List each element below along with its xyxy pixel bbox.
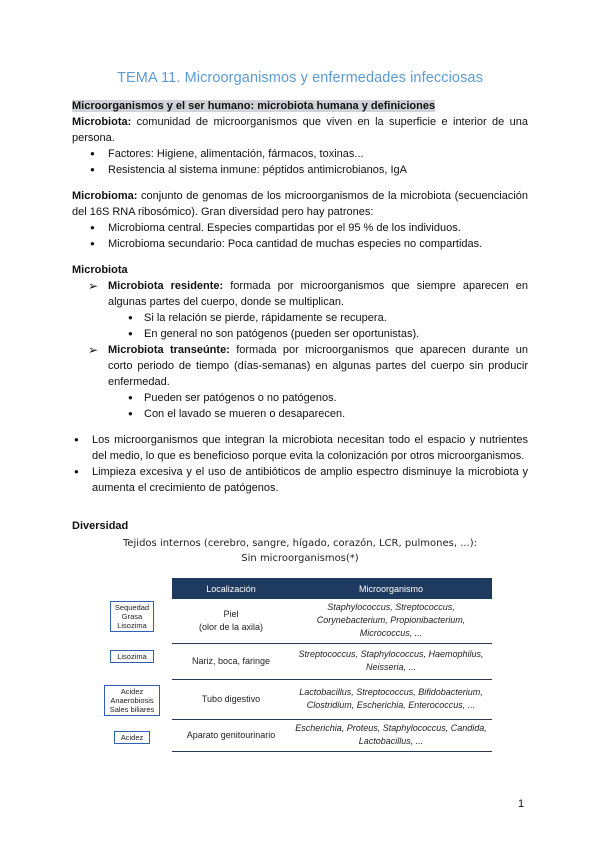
page-title: TEMA 11. Microorganismos y enfermedades infecciosas bbox=[117, 70, 483, 86]
table-cell-location: Tubo digestivo bbox=[172, 679, 290, 719]
list-item: ● Resistencia al sistema inmune: péptidos antimicrobianos, IgA bbox=[90, 162, 528, 178]
table-cell-organism: Escherichia, Proteus, Staphylococcus, Candida, Lactobacillus, ... bbox=[290, 719, 492, 751]
list-item: ● Microbioma central. Especies compartidas por el 95 % de los individuos. bbox=[90, 220, 528, 236]
figure-caption-line2: Sin microorganismos(*) bbox=[241, 553, 359, 564]
table-row bbox=[172, 719, 492, 751]
list-item: ● Con el lavado se mueren o desaparecen. bbox=[128, 406, 528, 422]
diversity-table bbox=[172, 578, 492, 752]
table-cell-location: Nariz, boca, faringe bbox=[172, 643, 290, 679]
list-item: ● Si la relación se pierde, rápidamente se recupera. bbox=[128, 310, 528, 326]
transeunte-list bbox=[128, 390, 528, 422]
figure-caption-line1: Tejidos internos (cerebro, sangre, hígado, corazón, LCR, pulmones, ...): bbox=[122, 538, 478, 549]
list-item: ● Factores: Higiene, alimentación, fármacos, toxinas... bbox=[90, 146, 528, 162]
microbiota-factors-list bbox=[90, 146, 528, 178]
table-row bbox=[172, 679, 492, 719]
transeunte-item: ➢ Microbiota transeúnte: formada por microorganismos que aparecen durante un corto periodo de tiempo (días-semanas) en algunas partes del cuerpo sin producir enfermedad. bbox=[88, 342, 528, 390]
table-row bbox=[172, 599, 492, 643]
table-header-organism: Microorganismo bbox=[290, 578, 492, 599]
table-cell-location: Aparato genitourinario bbox=[172, 719, 290, 751]
defense-box-genitourinary: Acidez bbox=[114, 731, 150, 744]
microbioma-definition: Microbioma: conjunto de genomas de los microorganismos de la microbiota (secuenciación del 16S RNA ribosómico). Gran diversidad pero hay patrones: bbox=[72, 190, 528, 218]
table-cell-organism: Staphylococcus, Streptococcus, Corynebacterium, Propionibacterium, Micrococcus, ... bbox=[290, 599, 492, 643]
section-heading: Microorganismos y el ser humano: microbiota humana y definiciones bbox=[72, 100, 436, 112]
table-row bbox=[172, 643, 492, 679]
defense-box-nose: Lisozima bbox=[110, 650, 154, 663]
list-item: ● Limpieza excesiva y el uso de antibióticos de amplio espectro disminuye la microbiota y aumenta el crecimiento de patógenos. bbox=[76, 464, 528, 496]
table-cell-organism: Streptococcus, Staphylococcus, Haemophilus, Neisseria, ... bbox=[290, 643, 492, 679]
list-item: ● Los microorganismos que integran la microbiota necesitan todo el espacio y nutrientes del medio, lo que es beneficioso porque evita la colonización por otros microorganismos. bbox=[76, 432, 528, 464]
microbiota-heading: Microbiota bbox=[72, 264, 128, 276]
residente-item: ➢ Microbiota residente: formada por microorganismos que siempre aparecen en algunas partes del cuerpo, donde se multiplican. bbox=[88, 278, 528, 310]
table-cell-organism: Lactobacillus, Streptococcus, Bifidobacterium, Clostridium, Escherichia, Enterococcus, ... bbox=[290, 679, 492, 719]
defense-box-digestive: Acidez Anaerobiosis Sales biliares bbox=[104, 685, 160, 716]
page-number: 1 bbox=[518, 798, 525, 810]
list-item: ● Pueden ser patógenos o no patógenos. bbox=[128, 390, 528, 406]
general-notes-list bbox=[76, 432, 528, 496]
list-item: ● En general no son patógenos (pueden ser oportunistas). bbox=[128, 326, 528, 342]
microbiota-definition: Microbiota: comunidad de microorganismos que viven en la superficie e interior de una persona. bbox=[72, 116, 528, 144]
table-header-location: Localización bbox=[172, 578, 290, 599]
table-cell-location: Piel (olor de la axila) bbox=[172, 599, 290, 643]
defense-box-skin: Sequedad Grasa Lisozima bbox=[110, 601, 154, 632]
diversidad-heading: Diversidad bbox=[72, 520, 129, 532]
residente-list bbox=[128, 310, 528, 342]
list-item: ● Microbioma secundario: Poca cantidad de muchas especies no compartidas. bbox=[90, 236, 528, 252]
microbioma-list bbox=[90, 220, 528, 252]
